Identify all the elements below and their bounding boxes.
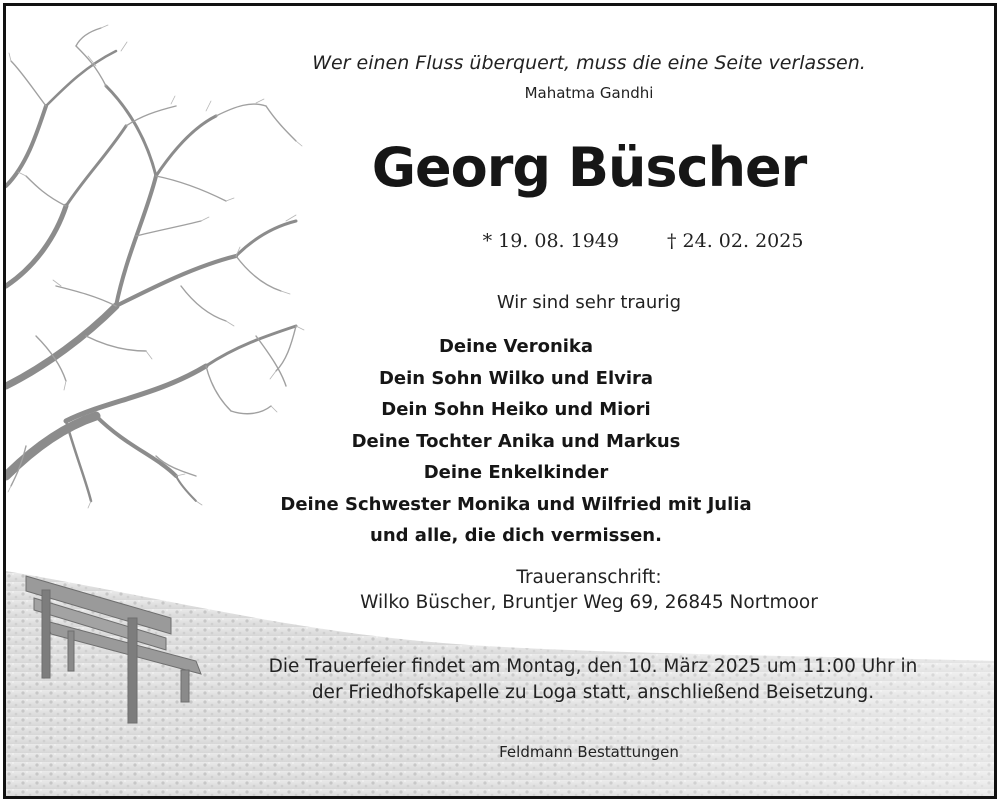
- mourner-line: Deine Schwester Monika und Wilfried mit Julia: [280, 493, 752, 515]
- notice-content: [6, 6, 997, 799]
- mourner-line: Deine Enkelkinder: [423, 462, 609, 483]
- ceremony-line-1: Die Trauerfeier findet am Montag, den 10. März 2025 um 11:00 Uhr in: [268, 656, 918, 677]
- mourning-intro: Wir sind sehr traurig: [496, 292, 682, 313]
- mourner-line: und alle, die dich vermissen.: [370, 525, 662, 546]
- mourners-list: [266, 331, 766, 552]
- deceased-name: Georg Büscher: [371, 136, 807, 199]
- ceremony-info: [263, 654, 923, 706]
- obituary-notice: [3, 3, 997, 799]
- address-text: Wilko Büscher, Bruntjer Weg 69, 26845 Nortmoor: [360, 592, 818, 613]
- life-dates: [413, 230, 873, 252]
- death-date: † 24. 02. 2025: [667, 230, 804, 252]
- address-label: Traueranschrift:: [516, 567, 662, 588]
- mourner-line: Deine Tochter Anika und Markus: [351, 430, 681, 452]
- undertaker-name: Feldmann Bestattungen: [499, 743, 679, 761]
- mourner-line: Dein Sohn Heiko und Miori: [381, 399, 651, 420]
- mourner-line: Deine Veronika: [438, 336, 594, 357]
- quote-text: Wer einen Fluss überquert, muss die eine Seite verlassen.: [312, 52, 866, 74]
- birth-date: * 19. 08. 1949: [482, 230, 619, 252]
- ceremony-line-2: der Friedhofskapelle zu Loga statt, anschließend Beisetzung.: [311, 682, 875, 703]
- quote-author: Mahatma Gandhi: [524, 84, 654, 102]
- mourner-line: Dein Sohn Wilko und Elvira: [378, 367, 654, 389]
